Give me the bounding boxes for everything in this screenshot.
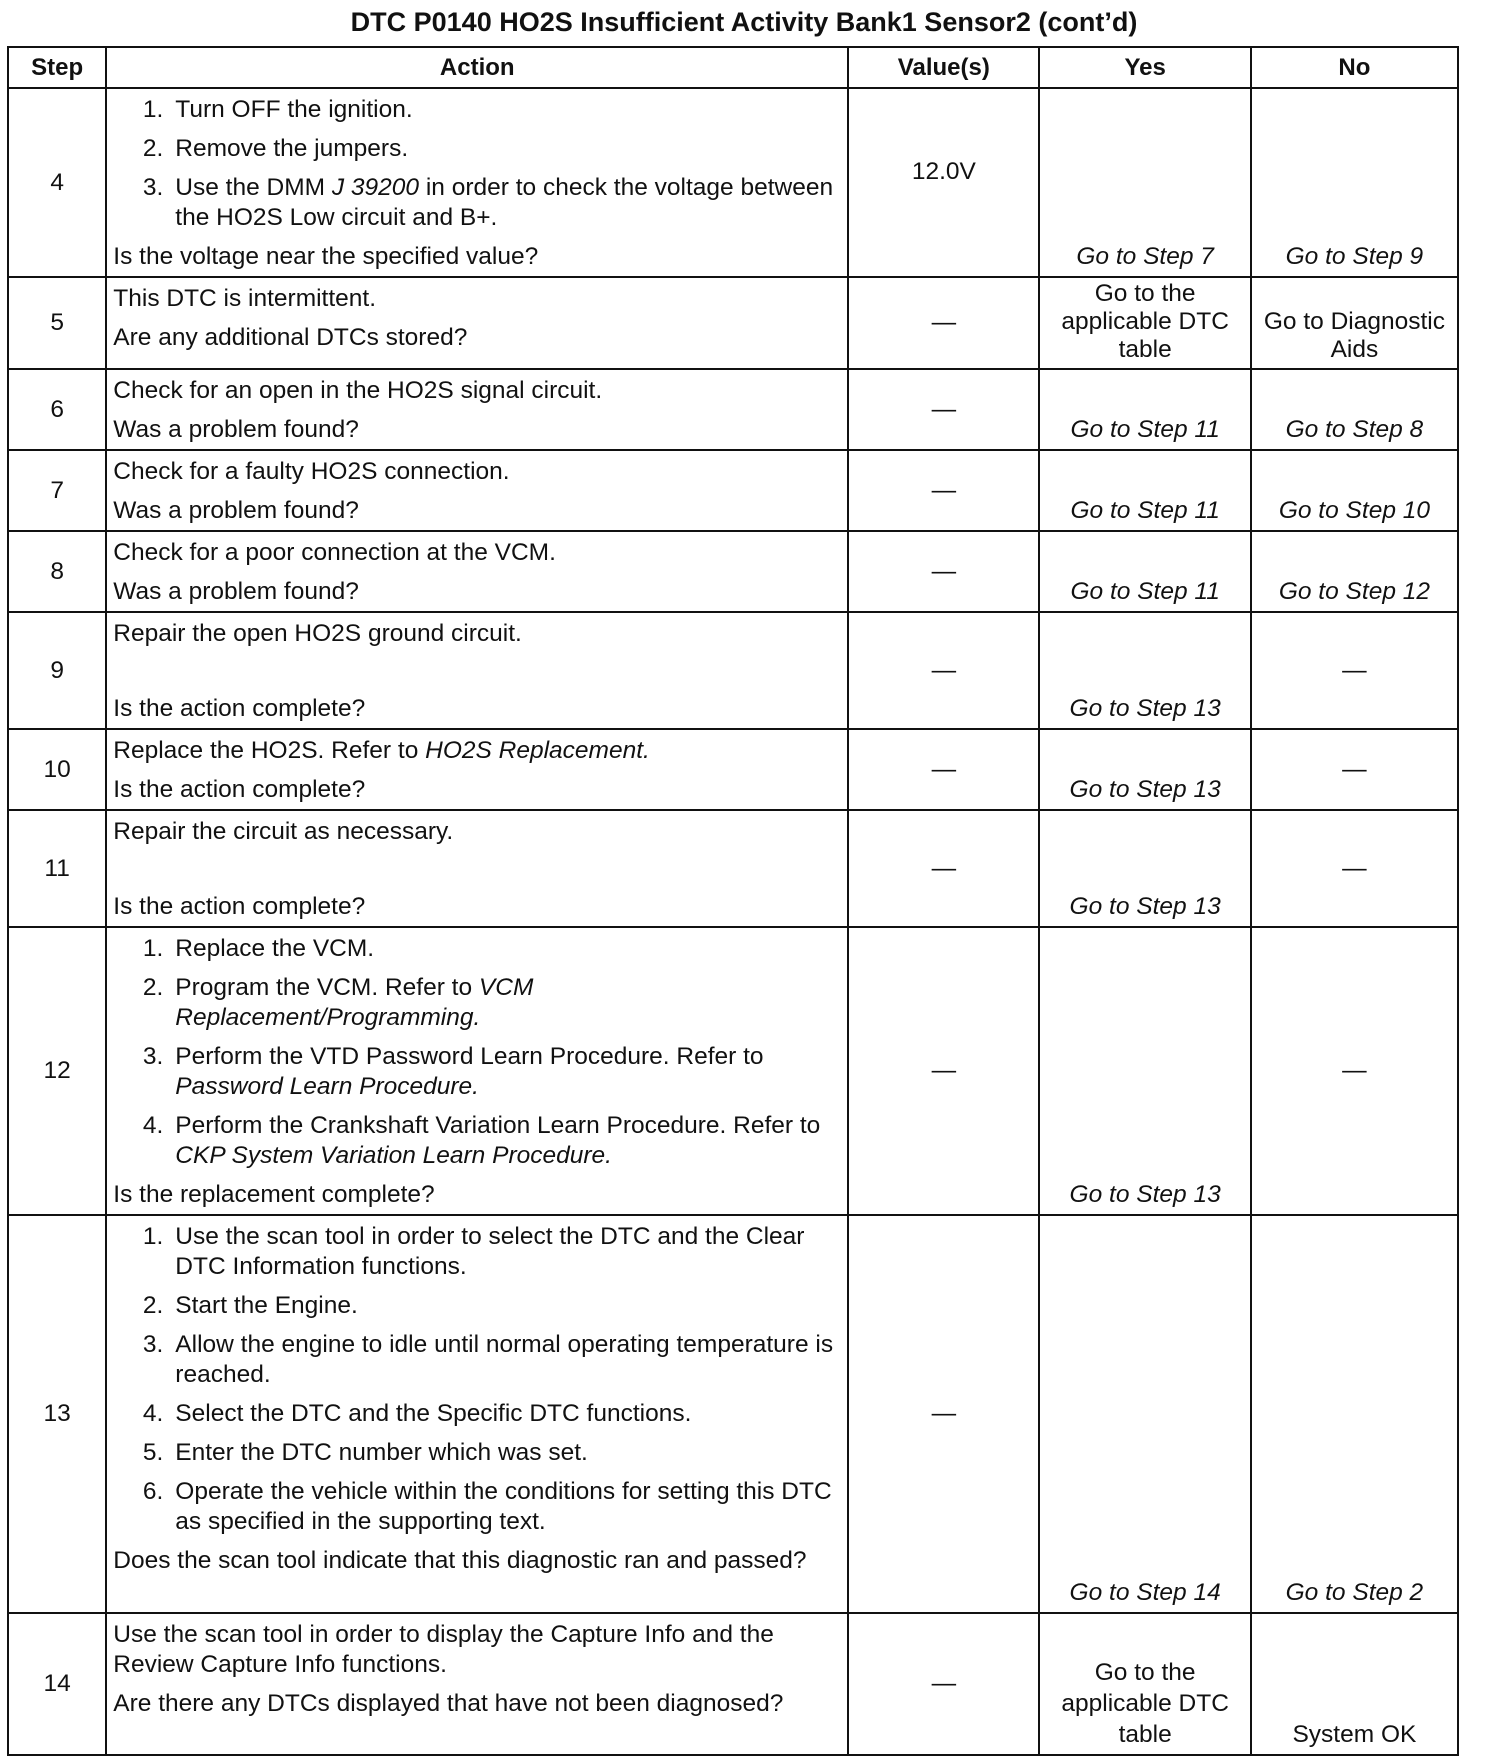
- page-title: DTC P0140 HO2S Insufficient Activity Bank1 Sensor2 (cont’d): [350, 7, 1138, 37]
- value-cell: —: [848, 369, 1039, 450]
- list-item: [113, 1438, 841, 1468]
- list-item: [113, 173, 841, 233]
- item-text: Operate the vehicle within the conditions for setting this DTC as specified in the supporting text.: [175, 1478, 832, 1535]
- step-number: 10: [8, 729, 106, 810]
- list-item: [113, 934, 841, 964]
- action-question: Was a problem found?: [113, 416, 359, 443]
- no-cell: System OK: [1251, 1613, 1458, 1755]
- item-text-italic: J 39200: [331, 174, 420, 201]
- action-cell: [106, 927, 848, 1215]
- item-text-italic: CKP System Variation Learn Procedure.: [175, 1142, 612, 1169]
- action-line: Repair the open HO2S ground circuit.: [113, 620, 522, 647]
- list-item: [113, 1291, 841, 1321]
- no-cell: —: [1251, 810, 1458, 927]
- action-line: Repair the circuit as necessary.: [113, 818, 454, 845]
- table-row: [8, 1215, 1458, 1613]
- no-cell: Go to Step 12: [1251, 531, 1458, 612]
- yes-cell: Go to Step 11: [1039, 531, 1250, 612]
- yes-cell: Go to the applicable DTC table: [1039, 1613, 1250, 1755]
- item-text: [175, 973, 841, 1033]
- action-question: Is the action complete?: [113, 893, 366, 920]
- value-cell: —: [848, 531, 1039, 612]
- header-values: Value(s): [848, 47, 1039, 88]
- step-number: 5: [8, 277, 106, 369]
- action-list: [113, 934, 841, 1171]
- step-number: 6: [8, 369, 106, 450]
- action-cell: [106, 810, 848, 927]
- table-row: [8, 450, 1458, 531]
- item-text-italic: Password Learn Procedure.: [175, 1073, 479, 1100]
- yes-cell: Go to Step 13: [1039, 927, 1250, 1215]
- action-question: Is the action complete?: [113, 695, 366, 722]
- item-number: 3.: [142, 1331, 164, 1358]
- item-text: Start the Engine.: [175, 1292, 358, 1319]
- action-line: Use the scan tool in order to display the Capture Info and the Review Capture Info functions.: [113, 1621, 774, 1678]
- item-text: Use the scan tool in order to select the DTC and the Clear DTC Information functions.: [175, 1223, 805, 1280]
- list-item: [113, 973, 841, 1033]
- item-text: [175, 134, 841, 164]
- yes-cell: Go to Step 14: [1039, 1215, 1250, 1613]
- step-number: 7: [8, 450, 106, 531]
- spacer: [113, 856, 841, 892]
- list-item: [113, 134, 841, 164]
- action-cell: [106, 88, 848, 277]
- step-number: 11: [8, 810, 106, 927]
- action-line: Check for a faulty HO2S connection.: [113, 458, 510, 485]
- item-text: Select the DTC and the Specific DTC functions.: [175, 1400, 692, 1427]
- line-text-italic: HO2S Replacement.: [425, 737, 650, 764]
- no-cell: Go to Step 2: [1251, 1215, 1458, 1613]
- yes-cell: Go to Step 11: [1039, 450, 1250, 531]
- yes-cell: Go to Step 13: [1039, 810, 1250, 927]
- value-cell: —: [848, 729, 1039, 810]
- list-item: [113, 1330, 841, 1390]
- action-list: [113, 1222, 841, 1537]
- table-row: [8, 531, 1458, 612]
- table-row: [8, 612, 1458, 729]
- item-number: 3.: [142, 1043, 164, 1070]
- item-text: [175, 1042, 841, 1102]
- action-question: Are there any DTCs displayed that have not been diagnosed?: [113, 1690, 784, 1717]
- action-cell: [106, 1613, 848, 1755]
- action-cell: [106, 729, 848, 810]
- value-cell: —: [848, 612, 1039, 729]
- item-text: Allow the engine to idle until normal operating temperature is reached.: [175, 1331, 834, 1388]
- table-row: [8, 927, 1458, 1215]
- no-cell: Go to Diagnostic Aids: [1251, 277, 1458, 369]
- action-question: Was a problem found?: [113, 497, 359, 524]
- header-no: No: [1251, 47, 1458, 88]
- action-cell: [106, 531, 848, 612]
- value-cell: 12.0V: [848, 88, 1039, 277]
- no-cell: —: [1251, 729, 1458, 810]
- list-item: [113, 1399, 841, 1429]
- no-cell: Go to Step 9: [1251, 88, 1458, 277]
- table-row: [8, 1613, 1458, 1755]
- action-cell: [106, 612, 848, 729]
- action-line: Check for an open in the HO2S signal circuit.: [113, 377, 603, 404]
- step-number: 12: [8, 927, 106, 1215]
- action-cell: [106, 1215, 848, 1613]
- action-question: Is the action complete?: [113, 776, 366, 803]
- action-question: Does the scan tool indicate that this diagnostic ran and passed?: [113, 1547, 807, 1574]
- item-text-part: in order to check the voltage between the HO2S Low circuit and B+.: [175, 174, 834, 231]
- action-question: Is the replacement complete?: [113, 1181, 435, 1208]
- step-number: 13: [8, 1215, 106, 1613]
- item-number: 2.: [142, 135, 164, 162]
- diagnostic-table: [7, 46, 1459, 1756]
- list-item: [113, 1222, 841, 1282]
- step-number: 14: [8, 1613, 106, 1755]
- action-cell: [106, 450, 848, 531]
- line-text: Replace the HO2S. Refer to: [113, 737, 426, 764]
- table-row: [8, 88, 1458, 277]
- action-line: This DTC is intermittent.: [113, 285, 377, 312]
- item-number: 3.: [142, 174, 164, 201]
- list-item: [113, 1477, 841, 1537]
- item-number: 5.: [142, 1439, 164, 1466]
- no-cell: Go to Step 10: [1251, 450, 1458, 531]
- value-cell: —: [848, 927, 1039, 1215]
- no-cell: Go to Step 8: [1251, 369, 1458, 450]
- header-yes: Yes: [1039, 47, 1250, 88]
- yes-cell: Go to Step 11: [1039, 369, 1250, 450]
- action-list: [113, 95, 841, 233]
- yes-cell: Go to Step 13: [1039, 612, 1250, 729]
- table-row: [8, 729, 1458, 810]
- item-number: 1.: [142, 935, 164, 962]
- item-number: 6.: [142, 1478, 164, 1505]
- step-number: 4: [8, 88, 106, 277]
- step-number: 9: [8, 612, 106, 729]
- table-row: [8, 369, 1458, 450]
- item-text-part: Remove the jumpers.: [175, 135, 409, 162]
- value-cell: —: [848, 277, 1039, 369]
- yes-cell: Go to Step 13: [1039, 729, 1250, 810]
- list-item: [113, 1042, 841, 1102]
- item-text-part: Use the DMM: [175, 174, 332, 201]
- item-text: Enter the DTC number which was set.: [175, 1439, 588, 1466]
- yes-cell: Go to Step 7: [1039, 88, 1250, 277]
- action-line: Check for a poor connection at the VCM.: [113, 539, 556, 566]
- action-question: Is the voltage near the specified value?: [113, 243, 539, 270]
- list-item: [113, 1111, 841, 1171]
- item-text-part: Perform the Crankshaft Variation Learn Procedure. Refer to: [175, 1112, 821, 1139]
- item-text-part: Program the VCM. Refer to: [175, 974, 479, 1001]
- item-text-italic: VCM Replacement/Programming.: [175, 974, 534, 1031]
- item-text: [175, 95, 841, 125]
- value-cell: —: [848, 1613, 1039, 1755]
- item-number: 2.: [142, 1292, 164, 1319]
- spacer: [113, 658, 841, 694]
- action-question: Are any additional DTCs stored?: [113, 324, 468, 351]
- table-row: [8, 277, 1458, 369]
- item-text: [175, 173, 841, 233]
- item-number: 2.: [142, 974, 164, 1001]
- item-number: 4.: [142, 1112, 164, 1139]
- item-number: 1.: [142, 96, 164, 123]
- no-cell: —: [1251, 927, 1458, 1215]
- value-cell: —: [848, 810, 1039, 927]
- action-cell: [106, 369, 848, 450]
- no-cell: —: [1251, 612, 1458, 729]
- action-cell: [106, 277, 848, 369]
- header-action: Action: [106, 47, 848, 88]
- value-cell: —: [848, 1215, 1039, 1613]
- item-text: [175, 1111, 841, 1171]
- item-text-part: Perform the VTD Password Learn Procedure. Refer to: [175, 1043, 764, 1070]
- table-row: [8, 810, 1458, 927]
- item-text-part: Turn OFF the ignition.: [175, 96, 413, 123]
- item-number: 4.: [142, 1400, 164, 1427]
- yes-cell: Go to the applicable DTC table: [1039, 277, 1250, 369]
- action-question: Was a problem found?: [113, 578, 359, 605]
- step-number: 8: [8, 531, 106, 612]
- list-item: [113, 95, 841, 125]
- header-row: [8, 47, 1458, 88]
- item-number: 1.: [142, 1223, 164, 1250]
- action-line: [113, 736, 841, 766]
- item-text-part: Replace the VCM.: [175, 935, 375, 962]
- item-text: [175, 934, 841, 964]
- header-step: Step: [8, 47, 106, 88]
- value-cell: —: [848, 450, 1039, 531]
